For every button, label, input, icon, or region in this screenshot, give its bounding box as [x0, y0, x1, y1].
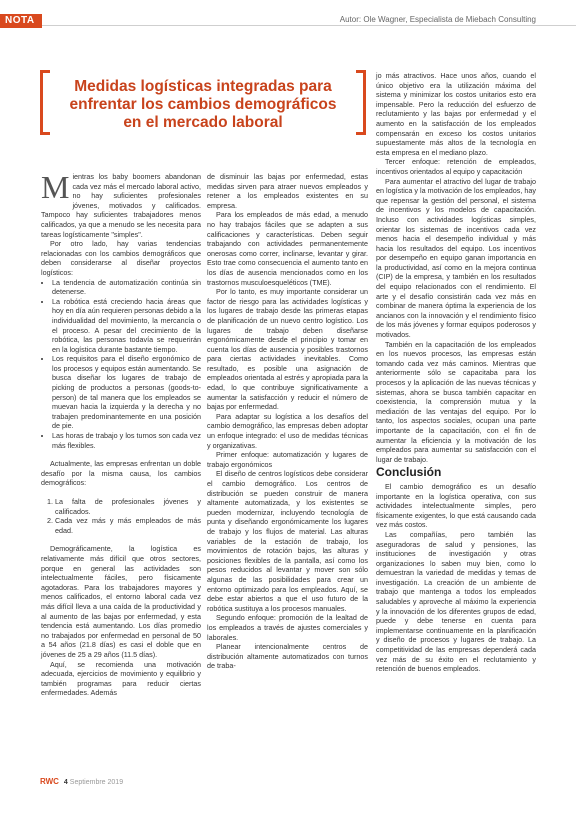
paragraph: Para aumentar el atractivo del lugar de trabajo en logística y la motivación de los empleados, hay que repensar la gestión del personal, el sistema de incentivos y los modelos de capacitación. Incluso con actividades logísticas simples, orientar los sistemas de incentivos cada vez menos hacia el desempeño individual y más hacia los resultados del equipo. Los incentivos por desempeño en equipo ganan importancia en la productividad, así como en la mejora continua (CIP) de la empresa, y también en los resultados del equipo relacionados con el rendimiento. El arte y el desafío consistirán cada vez más en combinar de manera óptima la experiencia de los ancianos con la innovación y el rendimiento físico de los más jóvenes y formar equipos poderosos y motivados. — [376, 176, 536, 340]
paragraph: También en la capacitación de los empleados en los nuevos procesos, las empresas están tomando cada vez más caminos. Mientras que anteriormente sólo se capacitaba para los procesos y la aplicación de las nuevas técnicas y sistemas, ahora se busca también capacitar en coexistencia, la comprensión mutua y la mediación de las ventajas del equipo. Por lo tanto, los aspectos sociales, ocupan una parte importante de la capacitación, con el fin de aumentar la eficiencia y la motivación de los empleados para aumentar su satisfacción con el lugar de trabajo. — [376, 339, 536, 464]
paragraph: Tercer enfoque: retención de empleados, incentivos orientados al equipo y capacitación — [376, 157, 536, 176]
paragraph: Por otro lado, hay varias tendencias relacionadas con los cambios demográficos que deben considerarse al diseñar proyectos logísticos: — [41, 239, 201, 277]
challenge-list — [41, 497, 201, 535]
article-title — [54, 78, 352, 132]
drop-cap: M — [41, 169, 70, 205]
trend-list — [41, 278, 201, 451]
paragraph: Aquí, se recomienda una motivación adecuada, ejercicios de movimiento y equilibrio y también programas para reducir ciertas enfermedades. Además — [41, 659, 201, 698]
paragraph: Primer enfoque: automatización y lugares de trabajo ergonómicos — [207, 450, 368, 469]
article-title-block — [40, 70, 366, 140]
column-1 — [41, 169, 201, 698]
list-item: 2. Cada vez más y más empleados de más edad. — [55, 516, 201, 535]
page-footer — [40, 777, 123, 786]
title-bracket-right — [356, 70, 366, 135]
paragraph: Por lo tanto, es muy importante considerar un factor de riesgo para las actividades logísticas y los lugares de trabajo desde las primeras etapas de planificación de un nuevo centro logístico. Los lugares de trabajo deben diseñarse ergonómicamente desde el principio y tomar en cuenta los días de ausencia y posibles trastornos para ciertas actividades inevitables. Como resultado, es posible una asignación de empleados orientada al estrés y apropiada para la edad, lo que contribuye significativamente a aumentar la satisfacción y reducir el número de bajas por enfermedad. — [207, 287, 368, 412]
intro-text: ientras los baby boomers abandonan cada vez más el mercado laboral activo, no hay suficientes profesionales jóvenes, motivados y calificados. Tampoco hay suficientes trabajadores menos calificados, ya que a menudo se les necesita para tareas logísticamente "simples". — [41, 172, 201, 239]
title-line-1: Medidas logísticas integradas para — [74, 78, 332, 95]
title-line-2: enfrentar los cambios demográficos — [69, 96, 337, 113]
paragraph: Para los empleados de más edad, a menudo no hay trabajos fáciles que se adapten a sus calificaciones y características. Deben seguir trabajando con actividades permanentemente onerosas como correr, inclinarse, levantar y girar. Esto trae como consecuencia el aumento tanto en los días de ausencia mencionados como en los trastornos musculoesqueléticos (TME). — [207, 210, 368, 287]
paragraph: Demográficamente, la logística es relativamente más difícil que otros sectores, porque en general las actividades son intelectualmente fáciles, pero físicamente agotadoras. Para los trabajadores mayores y menos calificados, el entorno laboral cada vez más difícil lleva a una caída de la productividad y al aumento de las bajas por enfermedad, y esta tendencia está aumentando. Los días promedio no trabajados por enfermedad en personal de 50 a 54 años (21.8 días) es casi el doble que en jóvenes de 25 a 29 años (11.5 días). — [41, 544, 201, 659]
page-number: 4 — [63, 779, 68, 786]
paragraph: jo más atractivos. Hace unos años, cuando el único objetivo era la utilización máxima del sistema y minimizar los costos unitarios esto era impensable. Pero la reducción del esfuerzo de reclutamiento y las bajas por enfermedad y el aumento en la satisfacción de los empleados compensarán en exceso los costos unitarios supuestamente más altos de la tecnología en esta empresa en el mediano plazo. — [376, 71, 536, 157]
column-3 — [376, 71, 536, 674]
list-item: • La robótica está creciendo hacia áreas que hoy en día aún requieren personas debido a la individualidad del movimiento, la mercancía o el proceso. A pesar del crecimiento de la robótica, las personas todavía se requerirán en la logística durante bastante tiempo. — [52, 297, 201, 355]
paragraph: El cambio demográfico es un desafío importante en la logística operativa, con sus actividades intelectualmente simples, pero físicamente exigentes, lo que está causando cada vez más costos. — [376, 481, 536, 530]
footer-brand: RWC — [40, 777, 59, 786]
header-rule — [0, 25, 576, 26]
list-item: • Las horas de trabajo y los turnos son cada vez más flexibles. — [52, 431, 201, 450]
section-tag: NOTA — [0, 14, 42, 28]
paragraph: de disminuir las bajas por enfermedad, estas medidas sirven para atraer nuevos empleados y retener a los empleados existentes en su empresa. — [207, 172, 368, 210]
list-item: • Los requisitos para el diseño ergonómico de los procesos y equipos están aumentando. Se busca diseñar los lugares de trabajo de picking de productos a personas (goods-to-person) de tal manera que los empleados se muevan hacia la izquierda y la derecha y no trabajen predominantemente en una posición de pie. — [52, 354, 201, 431]
list-item: • La tendencia de automatización continúa sin detenerse. — [52, 278, 201, 297]
title-bracket-left — [40, 70, 50, 135]
paragraph: Actualmente, las empresas enfrentan un doble desafío por la misma causa, los cambios demográficos: — [41, 459, 201, 488]
paragraph: El diseño de centros logísticos debe considerar el cambio demográfico. Los centros de distribución se pueden construir de manera altamente automatizada, y los existentes se pueden modernizar, incluyendo tecnología de punta y diseñando ergonómicamente los lugares de trabajo y los flujos de material. Las alturas variables de la estación de trabajo, los movimientos de rotación bajos, las alturas y posiciones flexibles de la pantalla, así como los pesos reducidos al levantar y mover son sólo algunas de las posibilidades para crear un entorno optimizado para los empleados. Aquí, se debe estar abiertos a que el uso futuro de la robótica sustituya a los procesos manuales. — [207, 469, 368, 613]
footer-date: Septiembre 2019 — [69, 779, 124, 786]
paragraph: Las compañías, pero también las aseguradoras de salud y pensiones, las instituciones de investigación y otras organizaciones lo saben muy bien, como lo demuestran la variedad de medidas y temas de investigación. La creación de un ambiente de trabajo que mantenga a todos los empleados saludables y aproveche al máximo la experiencia y la innovación de los diferentes grupos de edad, puede y debe tenerse en cuenta para implementarse continuamente en la planificación y diseño de procesos y lugares de trabajo. La competitividad de las empresas dependerá cada vez más de su éxito en el reclutamiento y retención de buenos empleados. — [376, 529, 536, 674]
section-heading-conclusion: Conclusión — [376, 465, 442, 480]
paragraph: Planear intencionalmente centros de distribución altamente automatizados con turnos de traba- — [207, 642, 368, 671]
paragraph: Segundo enfoque: promoción de la lealtad de los empleados a través de ajustes comerciales y laborales. — [207, 613, 368, 642]
paragraph: Para adaptar su logística a los desafíos del cambio demográfico, las empresas deben adoptar un enfoque integrado: el uso de medidas técnicas y organizativas. — [207, 411, 368, 450]
list-item: 1. La falta de profesionales jóvenes y calificados. — [55, 497, 201, 516]
title-line-3: en el mercado laboral — [123, 114, 283, 131]
column-2 — [207, 172, 368, 671]
author-line: Autor: Ole Wagner, Especialista de Miebach Consulting — [339, 15, 536, 24]
paragraph-intro — [41, 169, 201, 239]
